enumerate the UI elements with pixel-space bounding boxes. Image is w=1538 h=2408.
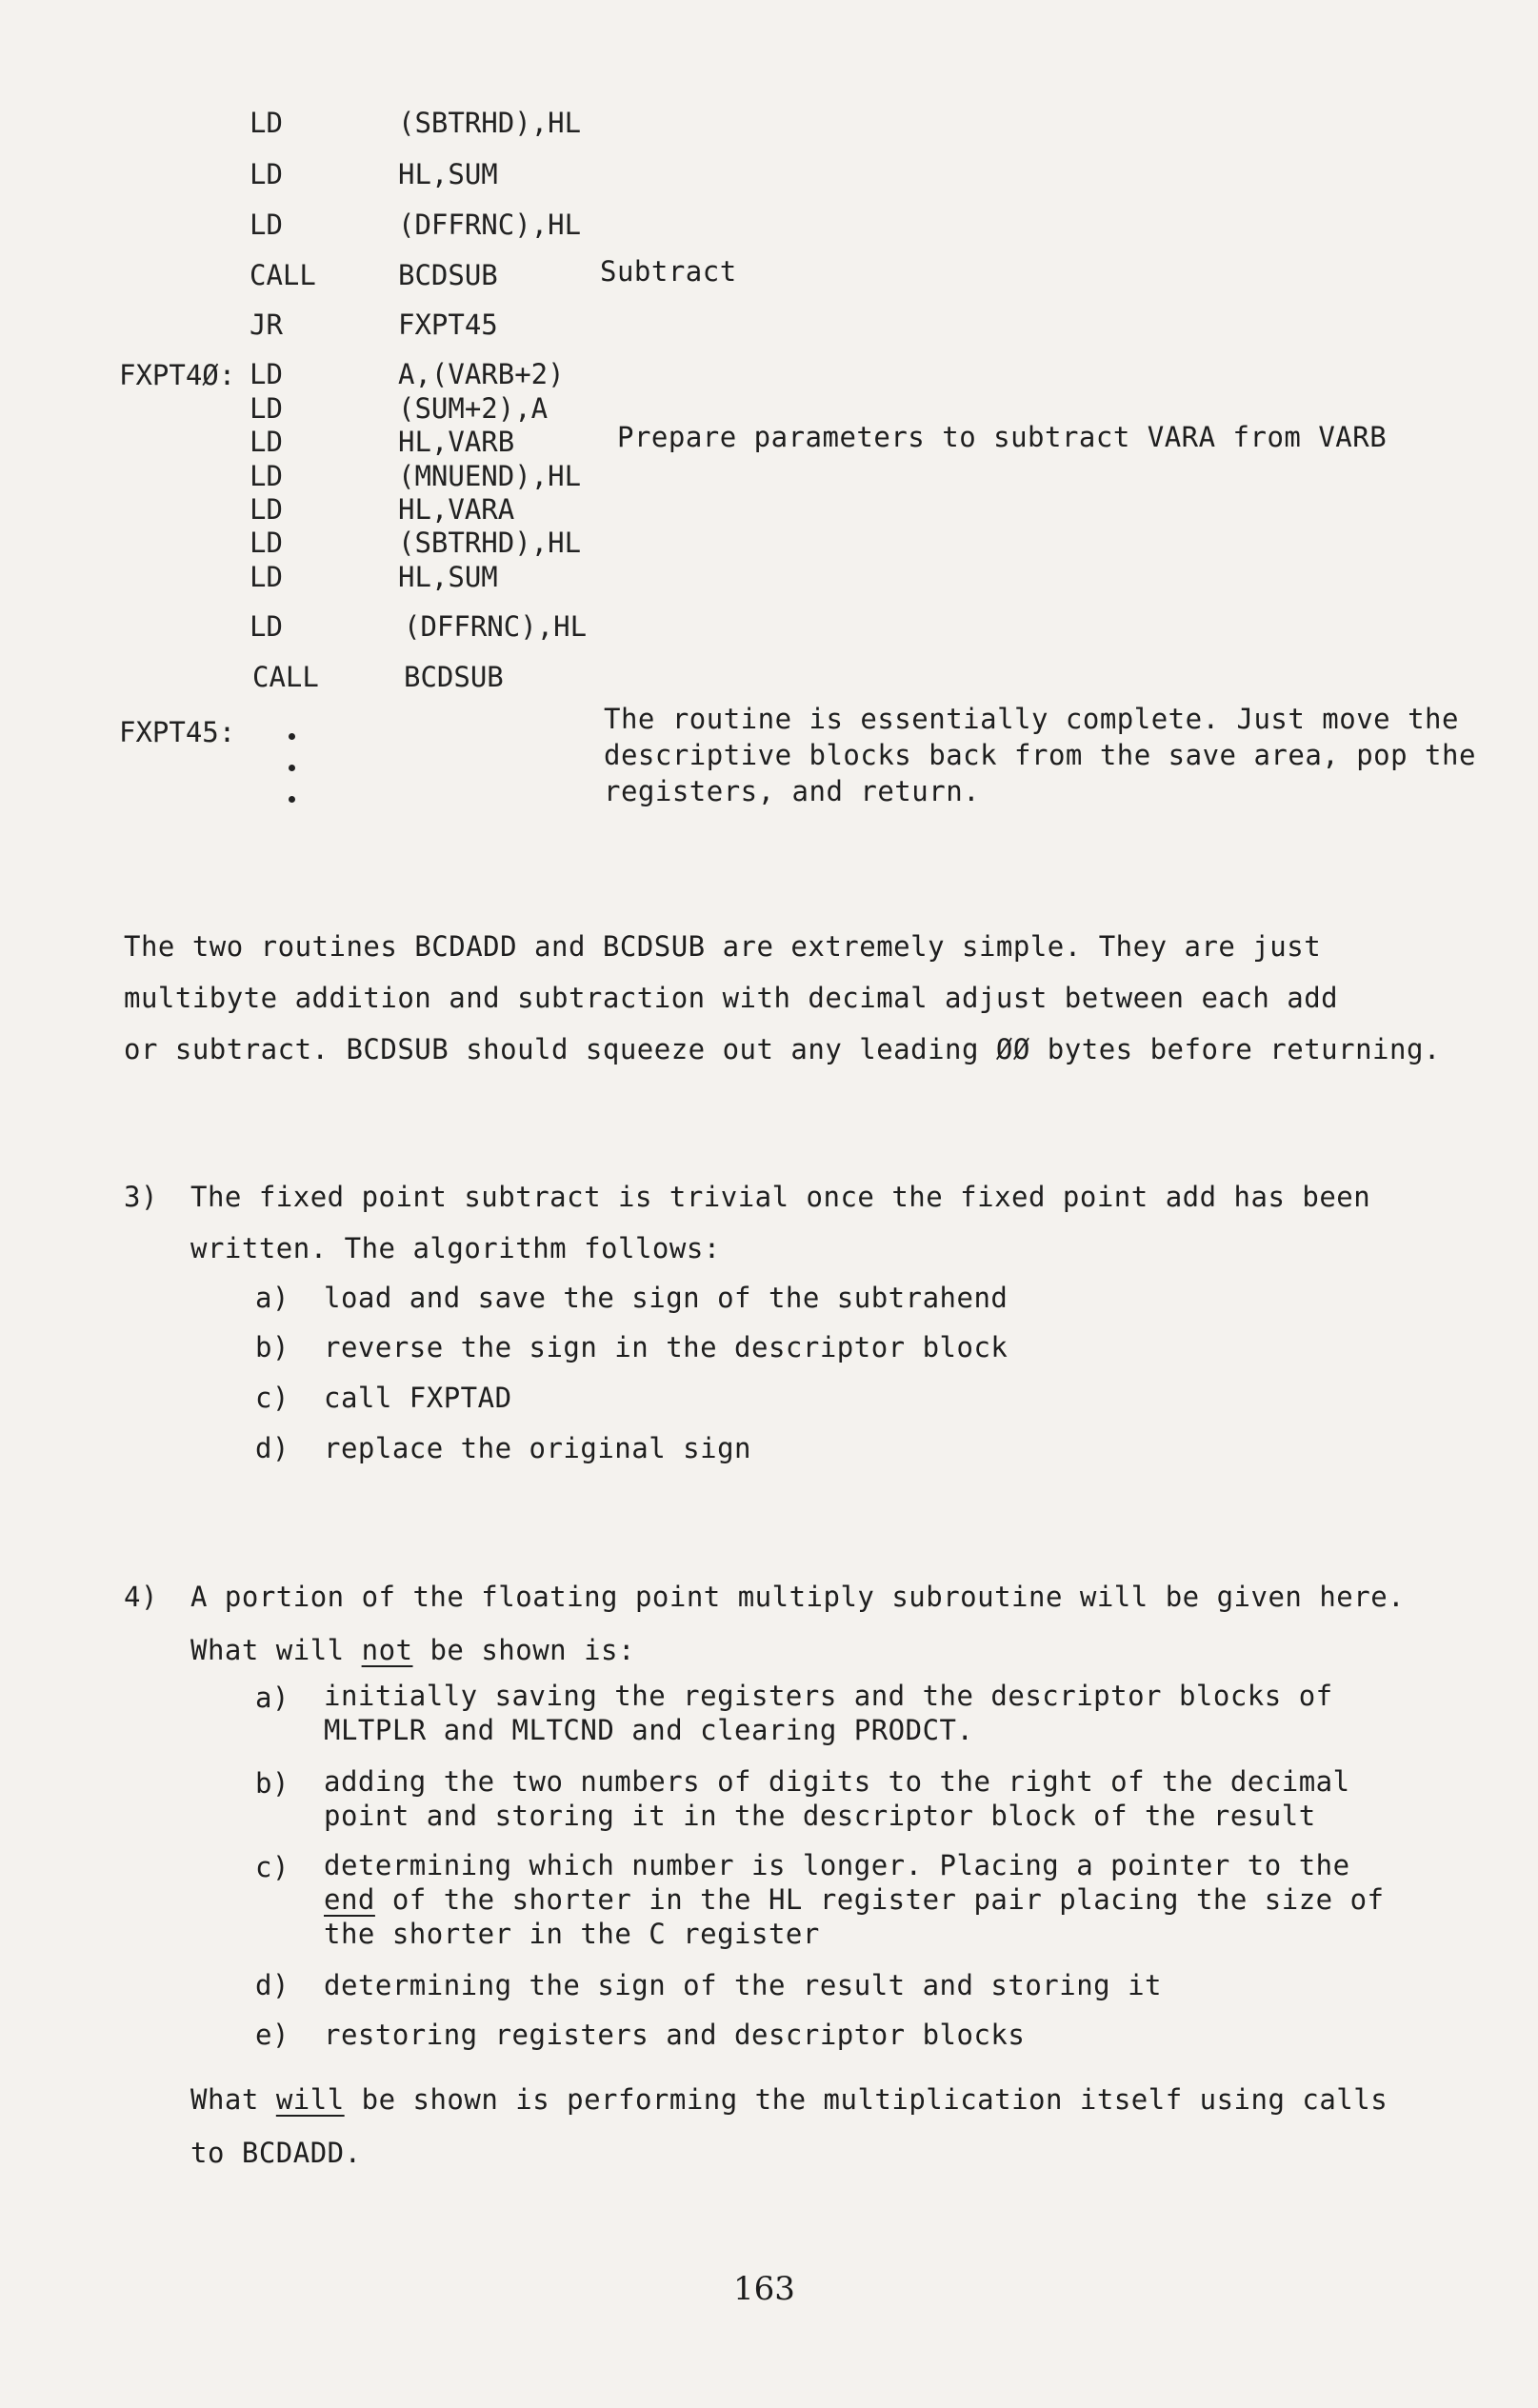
code-arg: HL,VARB xyxy=(398,426,515,458)
step-key: b) xyxy=(255,1767,290,1800)
code-arg: (MNUEND),HL xyxy=(398,460,582,492)
code-op: CALL xyxy=(250,259,316,291)
item-line: written. The algorithm follows: xyxy=(190,1232,721,1264)
step-key: c) xyxy=(255,1382,290,1414)
code-comment: The routine is essentially complete. Just move the xyxy=(604,703,1459,735)
step-text: the shorter in the C register xyxy=(324,1918,820,1950)
step-key: b) xyxy=(255,1331,290,1363)
step-text: determining which number is longer. Placing a pointer to the xyxy=(324,1849,1350,1881)
step-text: reverse the sign in the descriptor block xyxy=(324,1331,1009,1363)
code-label: FXPT45: xyxy=(119,716,236,748)
step-text: determining the sign of the result and storing it xyxy=(324,1969,1163,2001)
underlined-word: not xyxy=(361,1634,413,1666)
code-op: LD xyxy=(250,561,283,593)
step-key: a) xyxy=(255,1682,290,1714)
step-key: d) xyxy=(255,1969,290,2001)
code-arg: (SBTRHD),HL xyxy=(398,527,582,559)
code-op: JR xyxy=(250,308,283,341)
code-label: FXPT4Ø: xyxy=(119,359,236,391)
step-key: e) xyxy=(255,2019,290,2051)
code-arg: A,(VARB+2) xyxy=(398,358,565,390)
step-text: call FXPTAD xyxy=(324,1382,512,1414)
code-op: LD xyxy=(250,209,283,241)
item-line: to BCDADD. xyxy=(190,2137,362,2169)
code-arg: FXPT45 xyxy=(398,308,498,341)
underlined-word: end xyxy=(324,1883,375,1916)
item-line: The fixed point subtract is trivial once the fixed point add has been xyxy=(190,1181,1371,1213)
code-op: LD xyxy=(250,358,283,390)
code-comment: descriptive blocks back from the save area, pop the xyxy=(604,739,1476,771)
code-op: LD xyxy=(250,610,283,643)
step-text: end of the shorter in the HL register pair placing the size of xyxy=(324,1883,1385,1916)
code-arg: BCDSUB xyxy=(398,259,498,291)
step-text: restoring registers and descriptor blocks xyxy=(324,2019,1026,2051)
code-arg: BCDSUB xyxy=(404,661,504,693)
code-op: LD xyxy=(250,107,283,139)
step-text: load and save the sign of the subtrahend xyxy=(324,1282,1009,1314)
code-arg: (DFFRNC),HL xyxy=(404,610,588,643)
item-line: A portion of the floating point multiply subroutine will be given here. xyxy=(190,1581,1406,1613)
code-op: LD xyxy=(250,493,283,526)
code-arg: HL,VARA xyxy=(398,493,515,526)
page-number: 163 xyxy=(733,2270,795,2308)
code-comment: Subtract xyxy=(600,255,737,288)
item-number: 4) xyxy=(124,1581,158,1613)
paragraph-line: or subtract. BCDSUB should squeeze out any leading ØØ bytes before returning. xyxy=(124,1033,1441,1065)
paragraph-line: The two routines BCDADD and BCDSUB are extremely simple. They are just xyxy=(124,930,1322,963)
code-arg: HL,SUM xyxy=(398,561,498,593)
underlined-word: will xyxy=(275,2083,345,2116)
step-text: adding the two numbers of digits to the right of the decimal xyxy=(324,1765,1350,1798)
code-op: LD xyxy=(250,460,283,492)
ellipsis-dot xyxy=(289,765,295,771)
step-key: a) xyxy=(255,1282,290,1314)
step-text: replace the original sign xyxy=(324,1432,751,1464)
ellipsis-dot xyxy=(289,796,295,803)
step-text: point and storing it in the descriptor block of the result xyxy=(324,1800,1316,1832)
ellipsis-dot xyxy=(289,733,295,740)
code-comment: registers, and return. xyxy=(604,775,981,807)
step-key: d) xyxy=(255,1432,290,1464)
code-op: LD xyxy=(250,527,283,559)
code-op: LD xyxy=(250,392,283,425)
item-line: What will be shown is performing the multiplication itself using calls xyxy=(190,2083,1388,2116)
code-comment: Prepare parameters to subtract VARA from VARB xyxy=(617,421,1388,453)
code-op: LD xyxy=(250,158,283,190)
item-line: What will not be shown is: xyxy=(190,1634,635,1666)
code-op: CALL xyxy=(252,661,319,693)
step-text: MLTPLR and MLTCND and clearing PRODCT. xyxy=(324,1714,974,1746)
code-arg: (SBTRHD),HL xyxy=(398,107,582,139)
code-arg: (DFFRNC),HL xyxy=(398,209,582,241)
item-number: 3) xyxy=(124,1181,158,1213)
code-arg: (SUM+2),A xyxy=(398,392,549,425)
step-key: c) xyxy=(255,1851,290,1883)
code-op: LD xyxy=(250,426,283,458)
step-text: initially saving the registers and the descriptor blocks of xyxy=(324,1680,1333,1712)
paragraph-line: multibyte addition and subtraction with decimal adjust between each add xyxy=(124,982,1339,1014)
code-arg: HL,SUM xyxy=(398,158,498,190)
